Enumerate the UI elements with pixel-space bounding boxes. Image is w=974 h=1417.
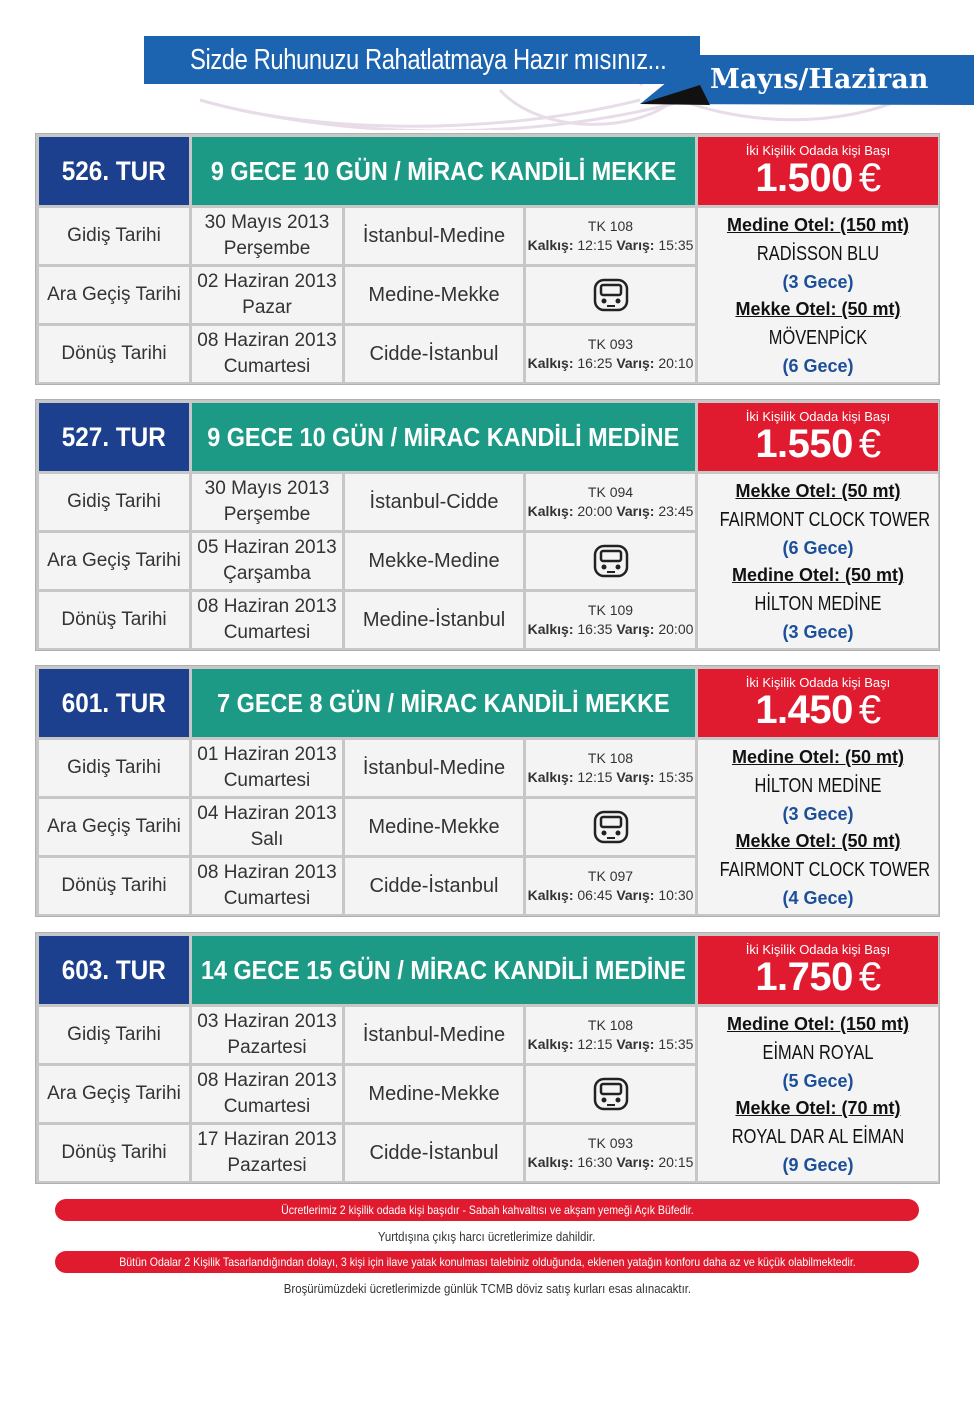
flight-info bbox=[526, 592, 695, 648]
flight-times: Kalkış: 20:00 Varış: 23:45 bbox=[527, 503, 694, 519]
flight-code: TK 108 bbox=[587, 1017, 634, 1033]
hotel-name: HİLTON MEDİNE bbox=[754, 775, 882, 797]
hotel-name: FAIRMONT CLOCK TOWER bbox=[719, 859, 931, 881]
hotel-name: MÖVENPİCK bbox=[768, 327, 868, 349]
row-route: İstanbul-Medine bbox=[345, 208, 523, 264]
hotel-nights: (3 Gece) bbox=[782, 804, 854, 824]
row-date: 08 Haziran 2013 Cumartesi bbox=[192, 858, 342, 914]
row-label: Ara Geçiş Tarihi bbox=[39, 267, 189, 323]
flight-code: TK 108 bbox=[587, 750, 634, 766]
flight-info bbox=[526, 1007, 695, 1063]
tour-number: 603. TUR bbox=[39, 936, 189, 1004]
flight-code: TK 097 bbox=[587, 868, 634, 884]
row-label: Gidiş Tarihi bbox=[39, 1007, 189, 1063]
hotel-name: HİLTON MEDİNE bbox=[754, 593, 882, 615]
row-route: Medine-İstanbul bbox=[345, 592, 523, 648]
flight-code: TK 109 bbox=[587, 602, 634, 618]
row-label: Gidiş Tarihi bbox=[39, 208, 189, 264]
row-date: 08 Haziran 2013 Cumartesi bbox=[192, 592, 342, 648]
price-value: 1.450 € bbox=[755, 688, 881, 732]
row-date: 08 Haziran 2013 Cumartesi bbox=[192, 326, 342, 382]
row-label: Dönüş Tarihi bbox=[39, 592, 189, 648]
month-label: Mayıs/Haziran bbox=[710, 64, 929, 95]
row-date: 05 Haziran 2013 Çarşamba bbox=[192, 533, 342, 589]
tour-block bbox=[35, 399, 940, 651]
hotel-city-distance: Medine Otel: (50 mt) bbox=[731, 565, 905, 585]
hotel-info bbox=[698, 474, 938, 648]
row-date: 17 Haziran 2013 Pazartesi bbox=[192, 1125, 342, 1181]
tour-title: 9 GECE 10 GÜN / MİRAC KANDİLİ MEKKE bbox=[192, 137, 695, 205]
row-route: İstanbul-Cidde bbox=[345, 474, 523, 530]
row-route: Cidde-İstanbul bbox=[345, 858, 523, 914]
hotel-nights: (3 Gece) bbox=[782, 272, 854, 292]
hotel-nights: (5 Gece) bbox=[782, 1071, 854, 1091]
tour-title: 14 GECE 15 GÜN / MİRAC KANDİLİ MEDİNE bbox=[192, 936, 695, 1004]
note-exchange: Broşürümüzdeki ücretlerimizde günlük TCMB döviz satış kurları esas alınacaktır. bbox=[283, 1280, 691, 1296]
price-value: 1.550 € bbox=[755, 422, 881, 466]
row-route: Medine-Mekke bbox=[345, 267, 523, 323]
flight-times: Kalkış: 16:25 Varış: 20:10 bbox=[527, 355, 694, 371]
price-label: İki Kişilik Odada kişi Başı bbox=[745, 143, 891, 158]
flight-code: TK 108 bbox=[587, 218, 634, 234]
tour-number: 527. TUR bbox=[39, 403, 189, 471]
euro-icon: € bbox=[858, 688, 881, 732]
row-label: Dönüş Tarihi bbox=[39, 326, 189, 382]
tour-title: 9 GECE 10 GÜN / MİRAC KANDİLİ MEDİNE bbox=[192, 403, 695, 471]
bus-icon bbox=[526, 1066, 695, 1122]
hotel-city-distance: Mekke Otel: (70 mt) bbox=[735, 1098, 901, 1118]
hotel-city-distance: Mekke Otel: (50 mt) bbox=[735, 831, 901, 851]
tour-price bbox=[698, 403, 938, 471]
row-route: Medine-Mekke bbox=[345, 1066, 523, 1122]
row-route: Cidde-İstanbul bbox=[345, 326, 523, 382]
flight-times: Kalkış: 12:15 Varış: 15:35 bbox=[527, 769, 694, 785]
row-route: Medine-Mekke bbox=[345, 799, 523, 855]
price-label: İki Kişilik Odada kişi Başı bbox=[745, 675, 891, 690]
row-label: Ara Geçiş Tarihi bbox=[39, 533, 189, 589]
price-value: 1.500 € bbox=[755, 156, 881, 200]
price-label: İki Kişilik Odada kişi Başı bbox=[745, 409, 891, 424]
tour-number: 601. TUR bbox=[39, 669, 189, 737]
hotel-name: ROYAL DAR AL EİMAN bbox=[731, 1126, 905, 1148]
row-date: 03 Haziran 2013 Pazartesi bbox=[192, 1007, 342, 1063]
flight-times: Kalkış: 12:15 Varış: 15:35 bbox=[527, 1036, 694, 1052]
note-pricing: Ücretlerimiz 2 kişilik odada kişi başıdır - Sabah kahvaltısı ve akşam yemeği Açık Büfedir. bbox=[55, 1199, 919, 1221]
hotel-info bbox=[698, 208, 938, 382]
hotel-city-distance: Medine Otel: (150 mt) bbox=[726, 1014, 910, 1034]
euro-icon: € bbox=[858, 955, 881, 999]
tour-price bbox=[698, 936, 938, 1004]
flight-times: Kalkış: 12:15 Varış: 15:35 bbox=[527, 237, 694, 253]
tour-price bbox=[698, 669, 938, 737]
tour-block bbox=[35, 133, 940, 385]
tour-block bbox=[35, 932, 940, 1184]
row-route: İstanbul-Medine bbox=[345, 740, 523, 796]
note-tax: Yurtdışına çıkış harcı ücretlerimize dahildir. bbox=[378, 1228, 596, 1244]
hotel-nights: (6 Gece) bbox=[782, 538, 854, 558]
hotel-name: FAIRMONT CLOCK TOWER bbox=[719, 509, 931, 531]
hotel-nights: (3 Gece) bbox=[782, 622, 854, 642]
flight-times: Kalkış: 16:35 Varış: 20:00 bbox=[527, 621, 694, 637]
tour-block bbox=[35, 665, 940, 917]
hotel-city-distance: Mekke Otel: (50 mt) bbox=[735, 481, 901, 501]
row-date: 04 Haziran 2013 Salı bbox=[192, 799, 342, 855]
row-route: İstanbul-Medine bbox=[345, 1007, 523, 1063]
hotel-nights: (6 Gece) bbox=[782, 356, 854, 376]
row-label: Gidiş Tarihi bbox=[39, 474, 189, 530]
flight-info bbox=[526, 474, 695, 530]
note-rooms: Bütün Odalar 2 Kişilik Tasarlandığından dolayı, 3 kişi için ilave yatak konulması talebiniz olduğunda, eklenen yatağın konforu daha az ve küçük olabilmektedir. bbox=[55, 1251, 919, 1273]
hotel-name: RADİSSON BLU bbox=[756, 243, 880, 265]
hotel-city-distance: Medine Otel: (150 mt) bbox=[726, 215, 910, 235]
hotel-nights: (9 Gece) bbox=[782, 1155, 854, 1175]
price-value: 1.750 € bbox=[755, 955, 881, 999]
flight-code: TK 093 bbox=[587, 1135, 634, 1151]
slogan-banner bbox=[144, 36, 700, 84]
hotel-city-distance: Medine Otel: (50 mt) bbox=[731, 747, 905, 767]
row-label: Dönüş Tarihi bbox=[39, 1125, 189, 1181]
month-banner bbox=[640, 55, 974, 105]
row-label: Dönüş Tarihi bbox=[39, 858, 189, 914]
price-label: İki Kişilik Odada kişi Başı bbox=[745, 942, 891, 957]
slogan-text: Sizde Ruhunuzu Rahatlatmaya Hazır mısınız... bbox=[190, 43, 667, 76]
hotel-nights: (4 Gece) bbox=[782, 888, 854, 908]
tour-price bbox=[698, 137, 938, 205]
flight-info bbox=[526, 326, 695, 382]
hotel-info bbox=[698, 740, 938, 914]
row-date: 30 Mayıs 2013 Perşembe bbox=[192, 208, 342, 264]
flight-info bbox=[526, 858, 695, 914]
bus-icon bbox=[526, 533, 695, 589]
row-date: 30 Mayıs 2013 Perşembe bbox=[192, 474, 342, 530]
flight-info bbox=[526, 208, 695, 264]
flight-times: Kalkış: 16:30 Varış: 20:15 bbox=[527, 1154, 694, 1170]
hotel-city-distance: Mekke Otel: (50 mt) bbox=[735, 299, 901, 319]
row-label: Ara Geçiş Tarihi bbox=[39, 799, 189, 855]
hotel-name: EİMAN ROYAL bbox=[762, 1042, 874, 1064]
row-date: 08 Haziran 2013 Cumartesi bbox=[192, 1066, 342, 1122]
euro-icon: € bbox=[858, 422, 881, 466]
hotel-info bbox=[698, 1007, 938, 1181]
row-label: Gidiş Tarihi bbox=[39, 740, 189, 796]
flight-code: TK 094 bbox=[587, 484, 634, 500]
row-date: 02 Haziran 2013 Pazar bbox=[192, 267, 342, 323]
row-route: Mekke-Medine bbox=[345, 533, 523, 589]
flight-times: Kalkış: 06:45 Varış: 10:30 bbox=[527, 887, 694, 903]
flight-code: TK 093 bbox=[587, 336, 634, 352]
flight-info bbox=[526, 1125, 695, 1181]
tour-title: 7 GECE 8 GÜN / MİRAC KANDİLİ MEKKE bbox=[192, 669, 695, 737]
euro-icon: € bbox=[858, 156, 881, 200]
flight-info bbox=[526, 740, 695, 796]
tour-number: 526. TUR bbox=[39, 137, 189, 205]
row-date: 01 Haziran 2013 Cumartesi bbox=[192, 740, 342, 796]
bus-icon bbox=[526, 267, 695, 323]
row-label: Ara Geçiş Tarihi bbox=[39, 1066, 189, 1122]
bus-icon bbox=[526, 799, 695, 855]
row-route: Cidde-İstanbul bbox=[345, 1125, 523, 1181]
